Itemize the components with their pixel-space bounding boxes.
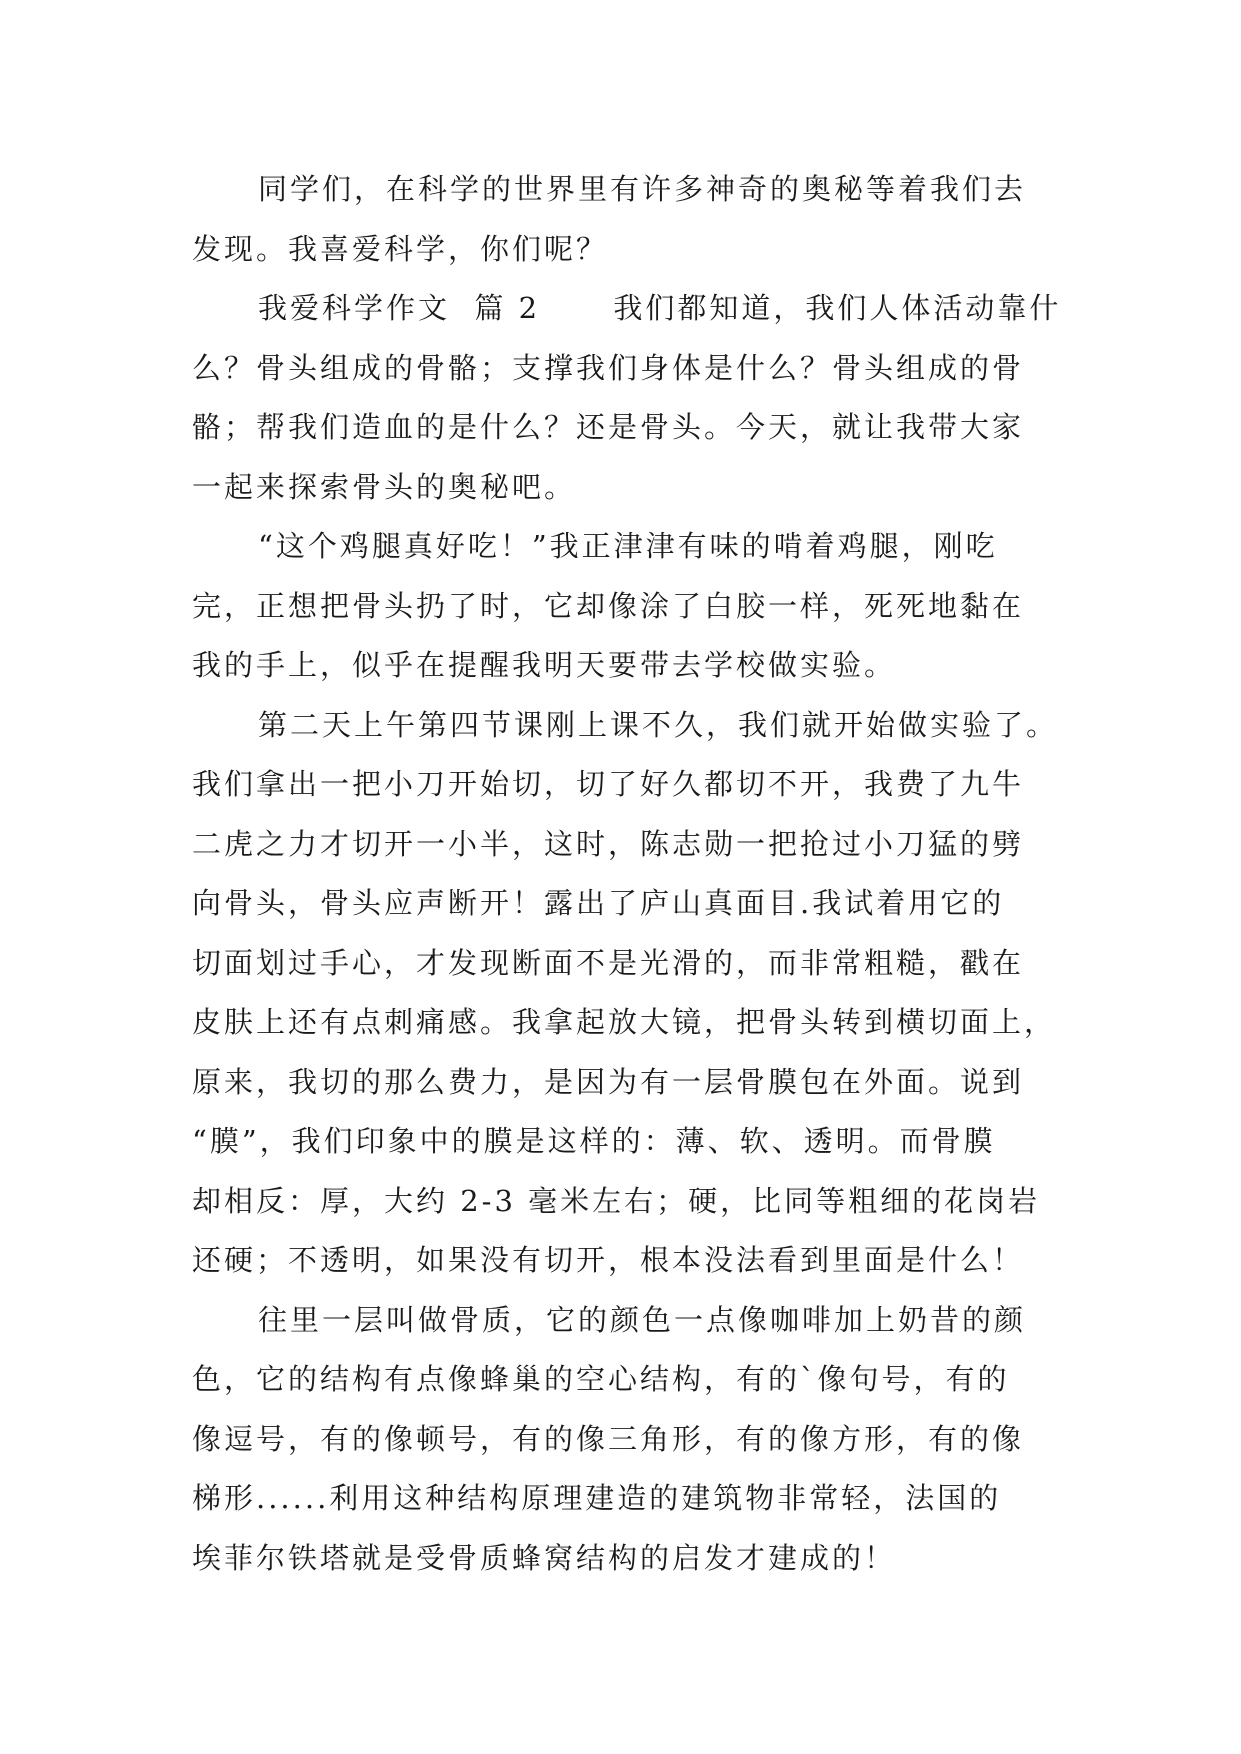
text-line: “这个鸡腿真好吃！”我正津津有味的啃着鸡腿，刚吃 [258, 529, 998, 563]
text-line: 一起来探索骨头的奥秘吧。 [192, 469, 577, 504]
text-line: 二虎之力才切开一小半，这时，陈志勋一把抢过小刀猛的劈 [192, 826, 1025, 861]
text-line: 发现。我喜爱科学，你们呢？ [192, 231, 609, 266]
text-line: 皮肤上还有点刺痛感。我拿起放大镜，把骨头转到横切面上， [192, 1005, 1057, 1039]
text-line: 往里一层叫做骨质，它的颜色一点像咖啡加上奶昔的颜 [258, 1302, 1027, 1337]
text-line: 同学们，在科学的世界里有许多神奇的奥秘等着我们去 [258, 172, 1027, 206]
text-line: 色，它的结构有点像蜂巢的空心结构，有的`像句号，有的 [192, 1362, 1010, 1396]
text-line: 埃菲尔铁塔就是受骨质蜂窝结构的启发才建成的！ [192, 1540, 897, 1575]
text-line: 我的手上，似乎在提醒我明天要带去学校做实验。 [192, 648, 897, 682]
text-line: 么？骨头组成的骨骼；支撑我们身体是什么？骨头组成的骨 [192, 350, 1025, 385]
text-line: 像逗号，有的像顿号，有的像三角形，有的像方形，有的像 [192, 1421, 1025, 1456]
essay-text [192, 160, 1062, 1588]
text-line: 向骨头，骨头应声断开！露出了庐山真面目.我试着用它的 [192, 886, 1005, 920]
text-line: 原来，我切的那么费力，是因为有一层骨膜包在外面。说到 [192, 1064, 1025, 1099]
text-line: 还硬；不透明，如果没有切开，根本没法看到里面是什么！ [192, 1243, 1025, 1277]
text-line: 骼；帮我们造血的是什么？还是骨头。今天，就让我带大家 [192, 410, 1025, 444]
text-line: “膜”，我们印象中的膜是这样的：薄、软、透明。而骨膜 [192, 1124, 996, 1158]
text-line: 第二天上午第四节课刚上课不久，我们就开始做实验了。 [258, 707, 1059, 742]
text-line: 梯形......利用这种结构原理建造的建筑物非常轻，法国的 [192, 1481, 1002, 1515]
text-line: 完，正想把骨头扔了时，它却像涂了白胶一样，死死地黏在 [192, 588, 1025, 623]
text-line: 切面划过手心，才发现断面不是光滑的，而非常粗糙，戳在 [192, 945, 1025, 980]
text-line: 我们拿出一把小刀开始切，切了好久都切不开，我费了九牛 [192, 767, 1025, 801]
text-line: 却相反：厚，大约 2-3 毫米左右；硬，比同等粗细的花岗岩 [192, 1183, 1041, 1218]
section-heading-line: 我爱科学作文 篇 2 我们都知道，我们人体活动靠什 [258, 291, 1062, 325]
